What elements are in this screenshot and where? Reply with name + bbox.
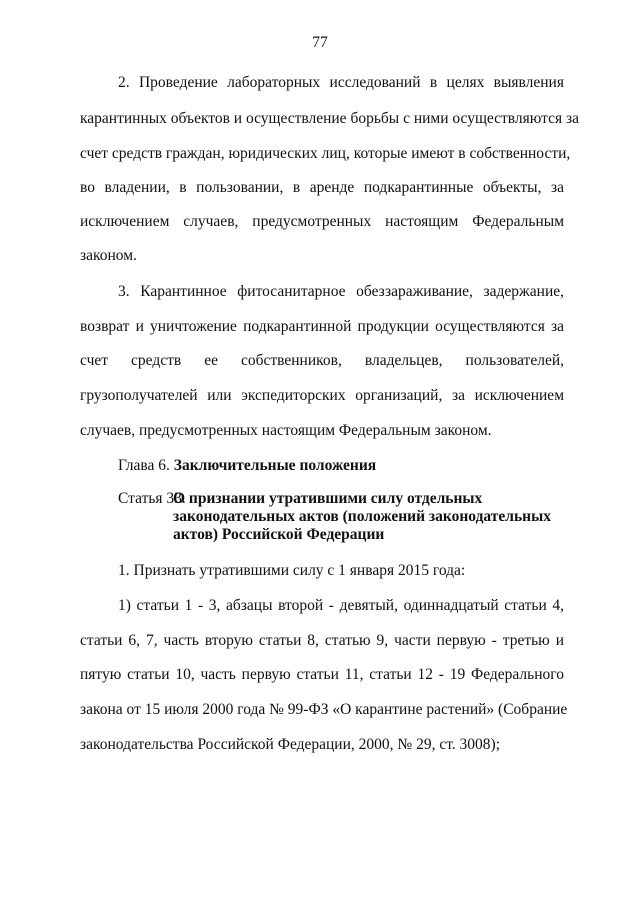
chapter-heading xyxy=(118,457,376,475)
page-number: 77 xyxy=(312,34,328,51)
article-title-line-1: О признании утратившими силу отдельных xyxy=(173,490,483,507)
paragraph-2-line-3: счет средств граждан, юридических лиц, которые имеют в собственности, xyxy=(80,145,571,162)
paragraph-3-line-4: грузополучателей или экспедиторских организаций, за исключением xyxy=(80,387,564,404)
paragraph-2-line-1: 2. Проведение лабораторных исследований в целях выявления xyxy=(118,74,564,91)
article-prefix: Статья 33. xyxy=(118,490,186,507)
chapter-title: Заключительные положения xyxy=(173,457,377,474)
item-1: 1. Признать утратившими силу с 1 января 2015 года: xyxy=(118,562,466,579)
article-title-line-3: актов) Российской Федерации xyxy=(173,526,385,543)
paragraph-3-line-5: случаев, предусмотренных настоящим Федеральным законом. xyxy=(80,422,492,439)
paragraph-2-line-5: исключением случаев, предусмотренных настоящим Федеральным xyxy=(80,213,564,230)
subitem-1-line-4: закона от 15 июля 2000 года № 99-ФЗ «О карантине растений» (Собрание xyxy=(80,701,568,718)
paragraph-2-line-2: карантинных объектов и осуществление борьбы с ними осуществляются за xyxy=(80,110,580,127)
article-title xyxy=(173,490,564,544)
paragraph-3-line-3: счет средств ее собственников, владельцев, пользователей, xyxy=(80,352,564,369)
paragraph-2-line-4: во владении, в пользовании, в аренде подкарантинные объекты, за xyxy=(80,179,564,196)
subitem-1-line-2: статьи 6, 7, часть вторую статьи 8, статью 9, части первую - третью и xyxy=(80,632,564,649)
subitem-1-line-5: законодательства Российской Федерации, 2000, № 29, ст. 3008); xyxy=(80,736,501,753)
chapter-prefix: Глава 6. xyxy=(118,457,170,474)
paragraph-2-line-6: законом. xyxy=(80,247,137,264)
subitem-1-line-1: 1) статьи 1 - 3, абзацы второй - девятый, одиннадцатый статьи 4, xyxy=(118,597,564,614)
paragraph-3-line-1: 3. Карантинное фитосанитарное обеззараживание, задержание, xyxy=(118,283,564,300)
paragraph-3-line-2: возврат и уничтожение подкарантинной продукции осуществляются за xyxy=(80,318,564,335)
subitem-1-line-3: пятую статьи 10, часть первую статьи 11, статьи 12 - 19 Федерального xyxy=(80,666,564,683)
article-title-line-2: законодательных актов (положений законодательных xyxy=(173,508,551,525)
